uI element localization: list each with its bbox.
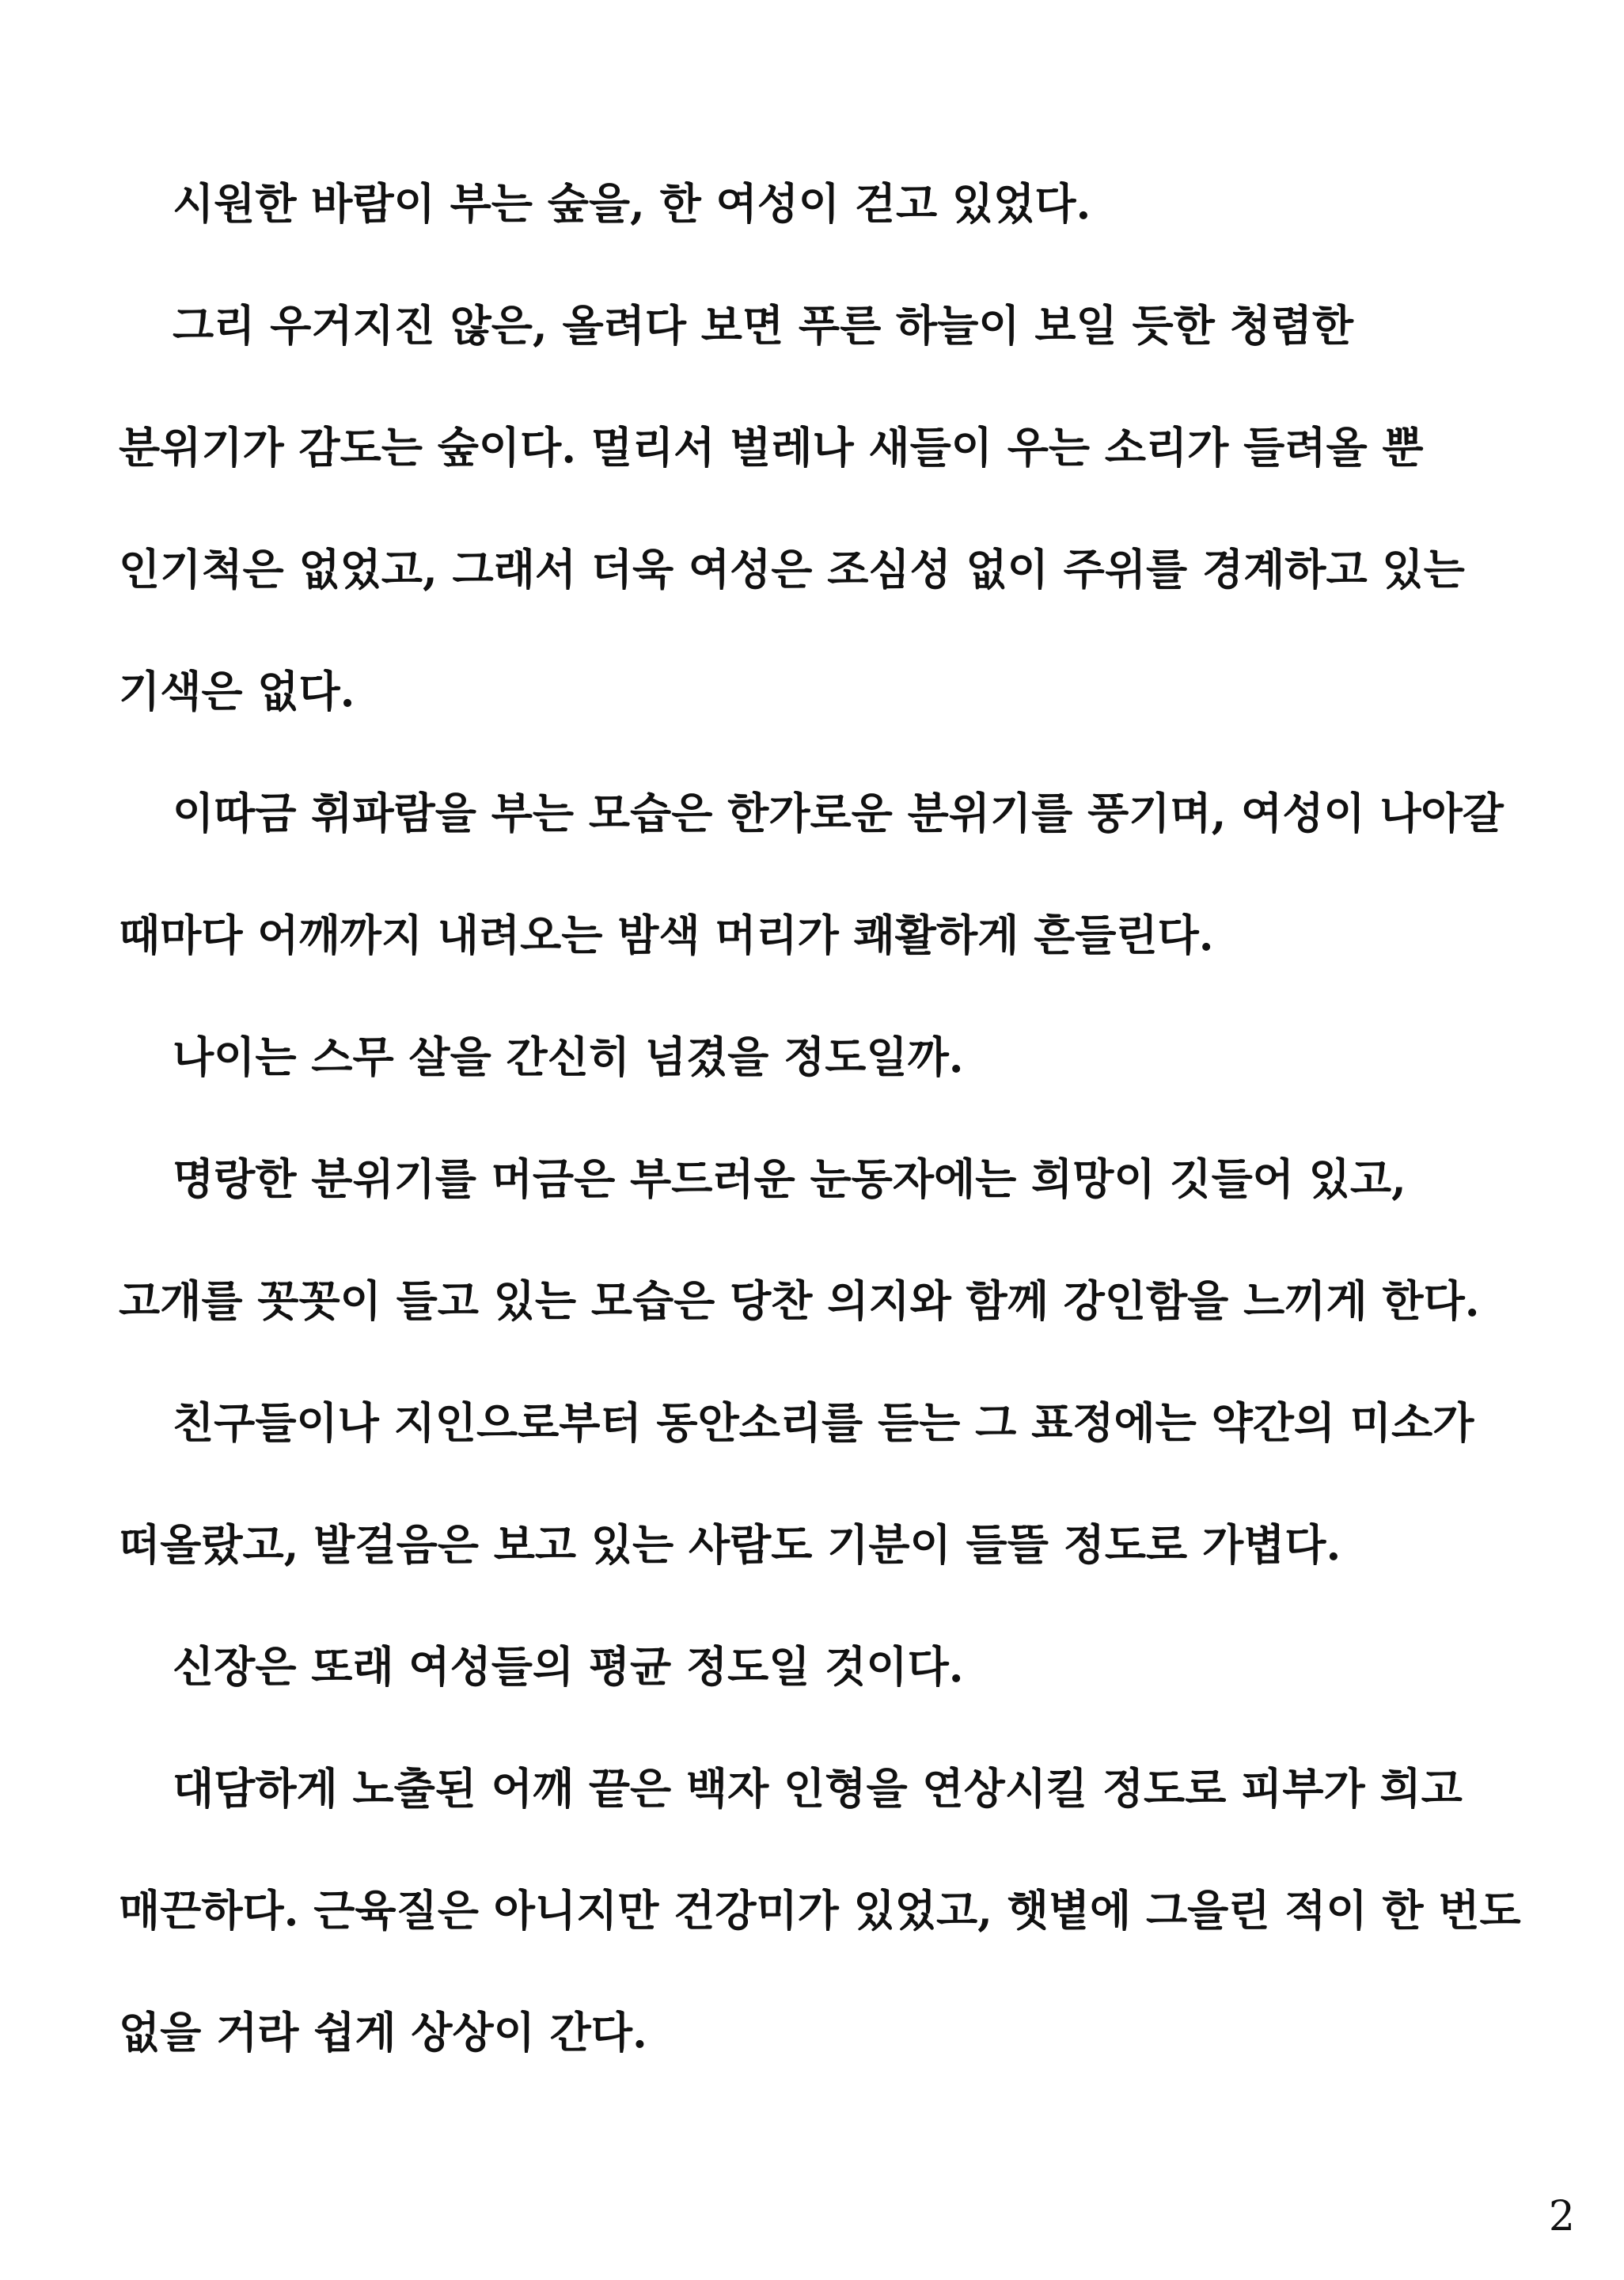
paragraph xyxy=(119,1727,1535,2093)
text-line: 명랑한 분위기를 머금은 부드러운 눈동자에는 희망이 깃들어 있고, xyxy=(173,1153,1406,1204)
text-line: 시원한 바람이 부는 숲을, 한 여성이 걷고 있었다. xyxy=(173,178,1091,229)
text-line: 신장은 또래 여성들의 평균 정도일 것이다. xyxy=(173,1641,964,1692)
paragraph xyxy=(119,1118,1535,1362)
text-line: 떠올랐고, 발걸음은 보고 있는 사람도 기분이 들뜰 정도로 가볍다. xyxy=(119,1519,1341,1570)
text-line: 인기척은 없었고, 그래서 더욱 여성은 조심성 없이 주위를 경계하고 있는 xyxy=(119,544,1465,595)
paragraph xyxy=(119,996,1535,1118)
text-line: 친구들이나 지인으로부터 동안소리를 듣는 그 표정에는 약간의 미소가 xyxy=(173,1397,1474,1448)
text-line: 기색은 없다. xyxy=(119,666,355,716)
text-line: 고개를 꼿꼿이 들고 있는 모습은 당찬 의지와 함께 강인함을 느끼게 한다. xyxy=(119,1275,1480,1326)
paragraph xyxy=(119,752,1535,996)
text-line: 분위기가 감도는 숲이다. 멀리서 벌레나 새들이 우는 소리가 들려올 뿐 xyxy=(119,422,1424,473)
paragraph xyxy=(119,142,1535,264)
text-line: 없을 거라 쉽게 상상이 간다. xyxy=(119,2007,647,2058)
paragraph xyxy=(119,264,1535,752)
text-line: 매끈하다. 근육질은 아니지만 건강미가 있었고, 햇볕에 그을린 적이 한 번도 xyxy=(119,1885,1521,1936)
paragraph xyxy=(119,1362,1535,1606)
text-line: 대담하게 노출된 어깨 끝은 백자 인형을 연상시킬 정도로 피부가 희고 xyxy=(173,1763,1463,1814)
text-line: 이따금 휘파람을 부는 모습은 한가로운 분위기를 풍기며, 여성이 나아갈 xyxy=(173,788,1504,838)
text-line: 나이는 스무 살을 간신히 넘겼을 정도일까. xyxy=(173,1032,964,1082)
body-text xyxy=(119,142,1535,2093)
text-line: 때마다 어깨까지 내려오는 밤색 머리가 쾌활하게 흔들린다. xyxy=(119,910,1214,960)
text-line: 그리 우거지진 않은, 올려다 보면 푸른 하늘이 보일 듯한 청렴한 xyxy=(173,300,1354,351)
paragraph xyxy=(119,1606,1535,1727)
page-number: 2 xyxy=(1548,2193,1575,2240)
